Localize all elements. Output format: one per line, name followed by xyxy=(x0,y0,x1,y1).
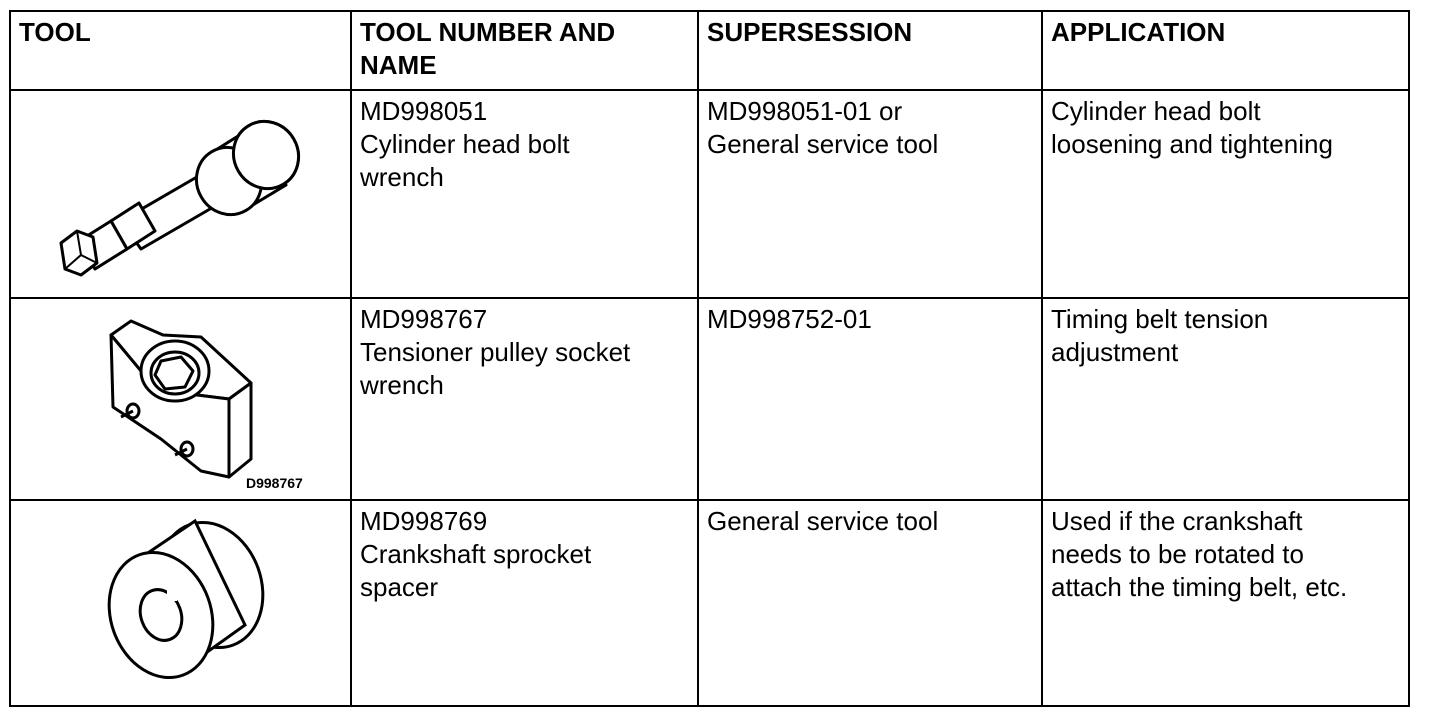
tool-number: MD998051 xyxy=(360,96,488,126)
header-number-name xyxy=(352,12,697,86)
table-row-1-application xyxy=(1043,91,1408,165)
application-line: loosening and tightening xyxy=(1051,129,1333,159)
tool-name-line: Cylinder head bolt xyxy=(360,129,570,159)
supersession-line: General service tool xyxy=(707,506,939,536)
table-row-2-supersession xyxy=(699,299,1041,340)
header-application-label: APPLICATION xyxy=(1051,17,1226,47)
tensioner-wrench-icon xyxy=(101,307,261,482)
table-row-1-number-name xyxy=(352,91,697,198)
supersession-line: General service tool xyxy=(707,129,939,159)
tool-number: MD998769 xyxy=(360,506,488,536)
table-row-2-number-name xyxy=(352,299,697,406)
header-application xyxy=(1043,12,1408,53)
table-row-3-tool xyxy=(11,501,350,705)
table-row-3-number-name xyxy=(352,501,697,608)
header-supersession-label: SUPERSESSION xyxy=(707,17,913,47)
sprocket-spacer-icon xyxy=(103,513,268,688)
application-line: Timing belt tension xyxy=(1051,304,1269,334)
header-number-name-line: TOOL NUMBER AND xyxy=(360,17,616,47)
application-line: attach the timing belt, etc. xyxy=(1051,572,1348,602)
table-row-1-tool xyxy=(11,91,350,297)
header-tool-label: TOOL xyxy=(19,17,91,47)
tool-image-label: D998767 xyxy=(246,475,303,491)
header-supersession xyxy=(699,12,1041,53)
supersession-line: MD998051-01 or xyxy=(707,96,903,126)
supersession-line: MD998752-01 xyxy=(707,304,872,334)
socket-wrench-icon xyxy=(51,103,311,283)
header-tool xyxy=(11,12,350,53)
tools-table xyxy=(9,10,1410,707)
application-line: adjustment xyxy=(1051,337,1179,367)
table-row-2-application xyxy=(1043,299,1408,373)
table-row-3-supersession xyxy=(699,501,1041,542)
table-row-2-tool xyxy=(11,299,350,499)
header-number-name-line: NAME xyxy=(360,50,437,80)
tool-name-line: wrench xyxy=(360,370,444,400)
tool-name-line: Crankshaft sprocket xyxy=(360,539,592,569)
application-line: Used if the crankshaft xyxy=(1051,506,1303,536)
tool-name-line: Tensioner pulley socket xyxy=(360,337,631,367)
application-line: Cylinder head bolt xyxy=(1051,96,1261,126)
application-line: needs to be rotated to xyxy=(1051,539,1304,569)
tool-name-line: wrench xyxy=(360,162,444,192)
table-row-3-application xyxy=(1043,501,1408,608)
table-row-1-supersession xyxy=(699,91,1041,165)
tool-name-line: spacer xyxy=(360,572,439,602)
tool-number: MD998767 xyxy=(360,304,488,334)
